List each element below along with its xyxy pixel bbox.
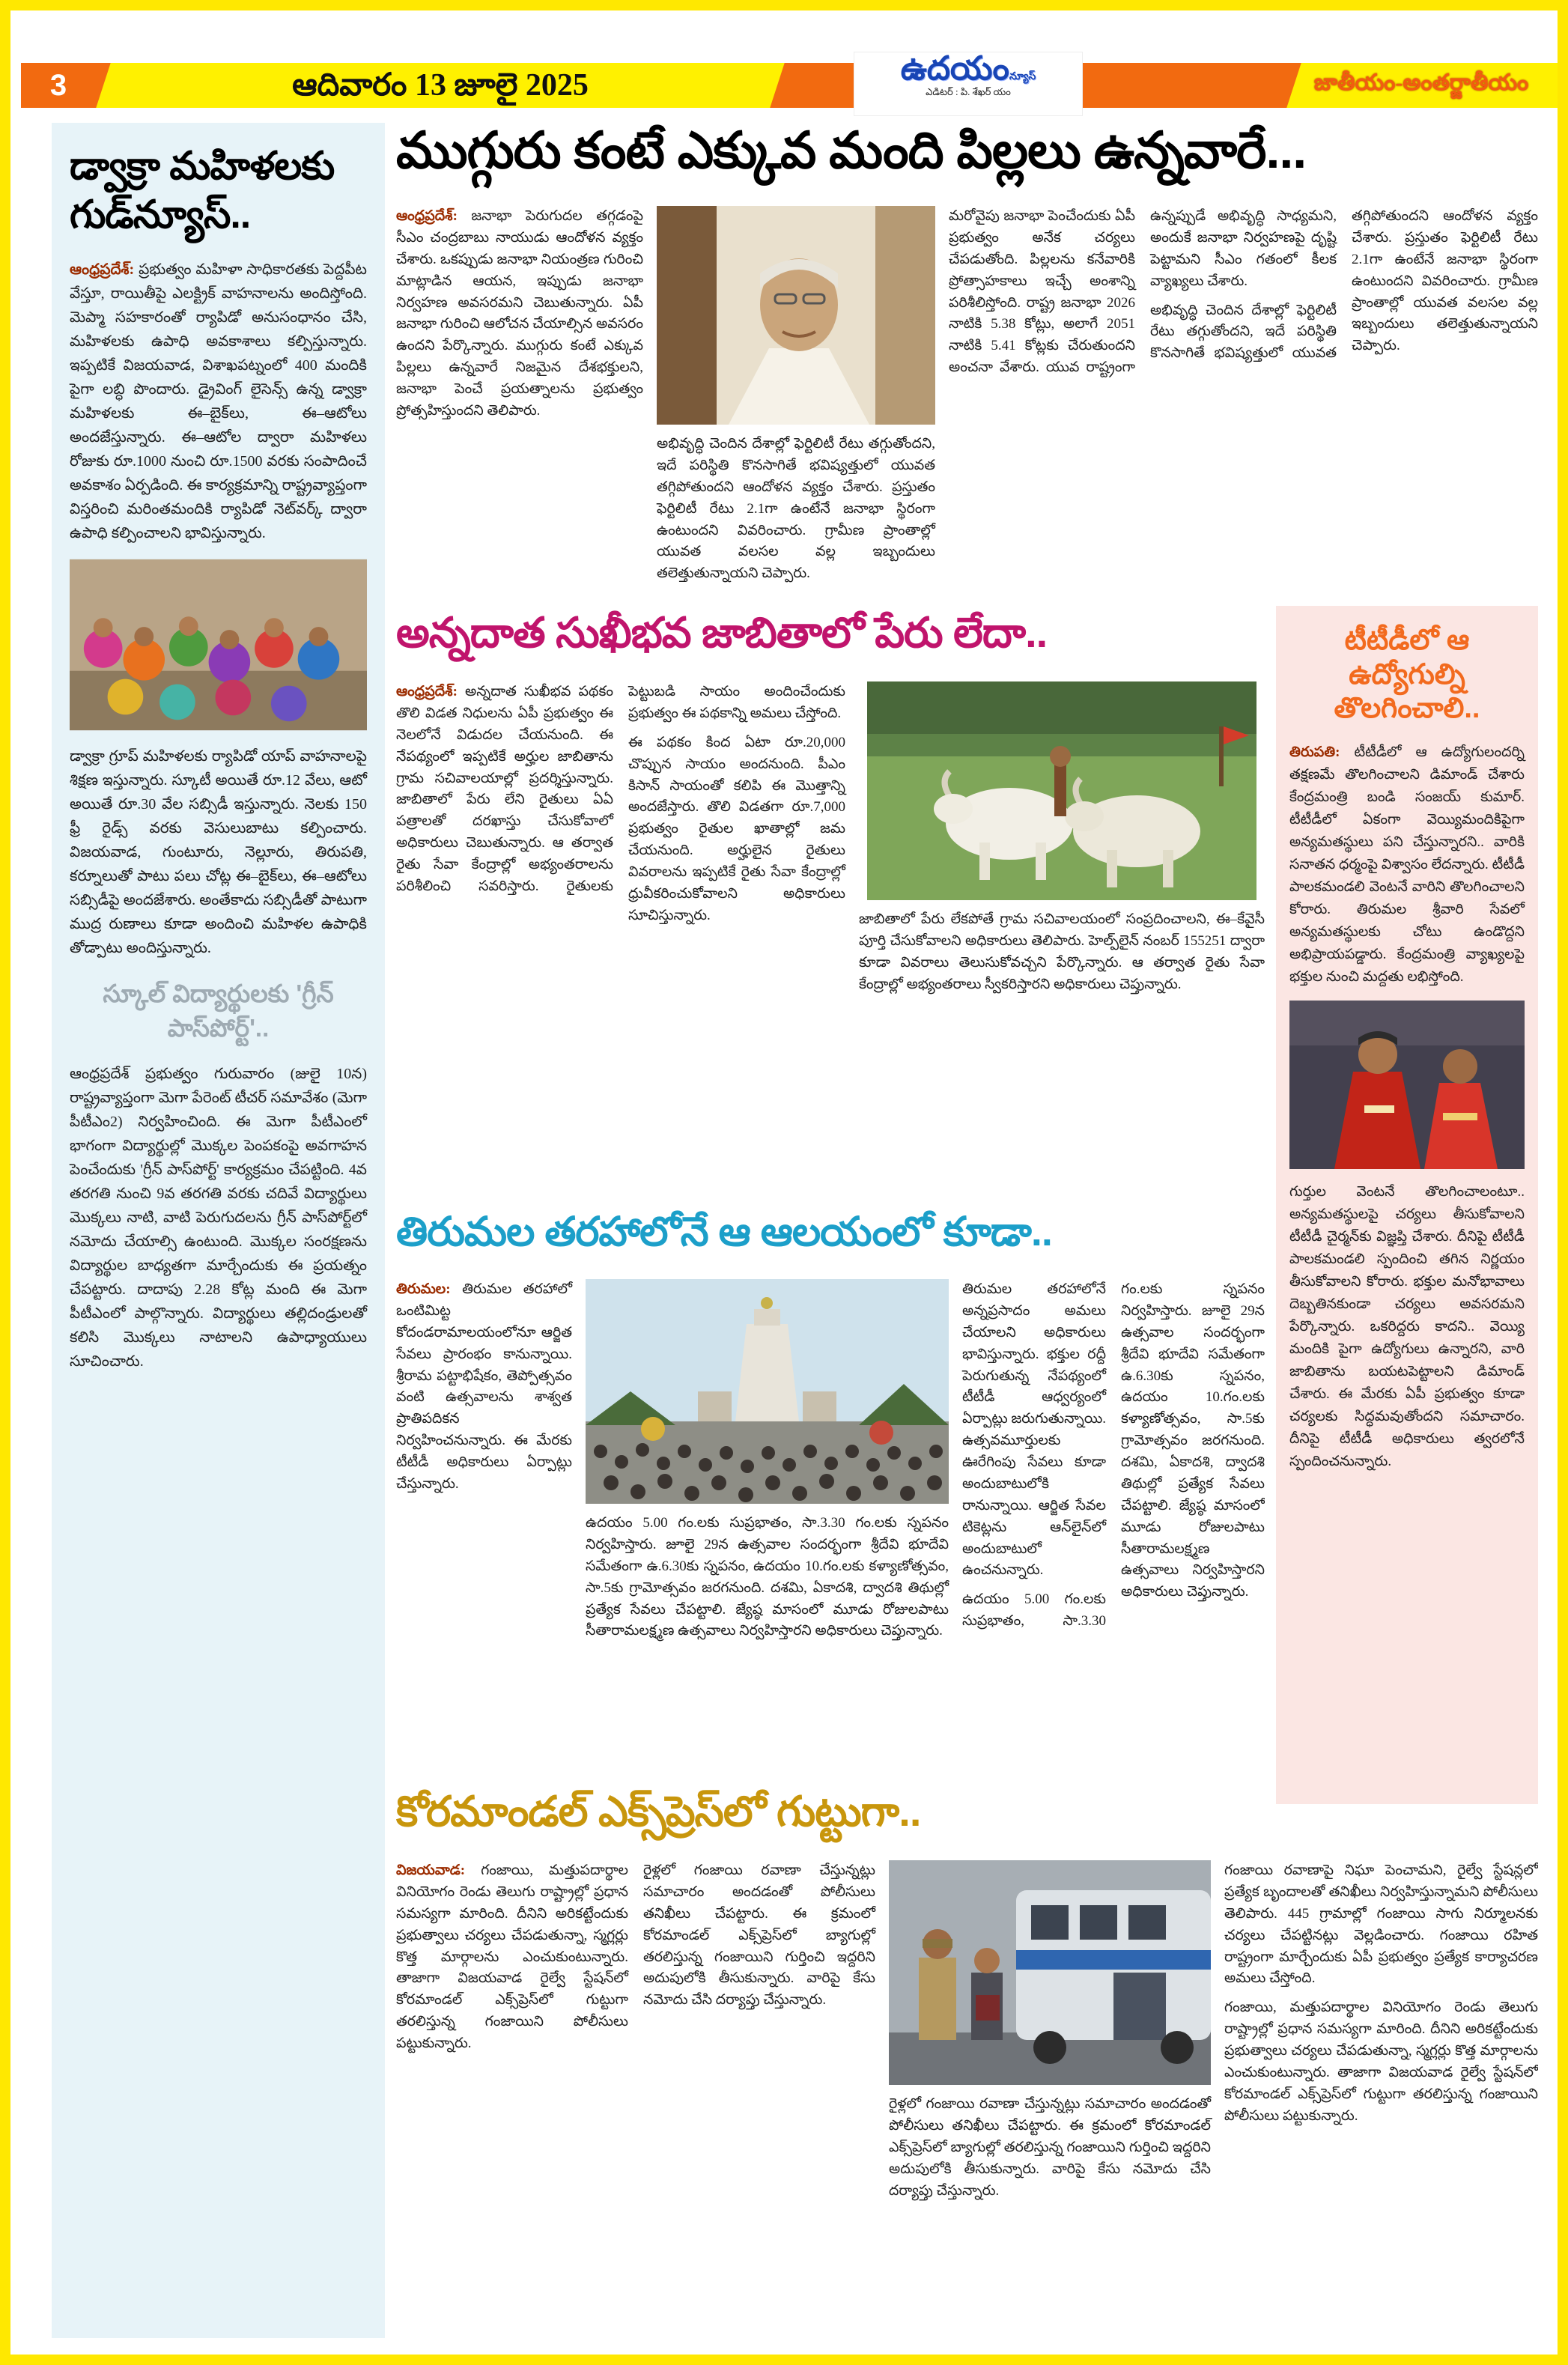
article-coromandel: [396, 1787, 1538, 2341]
article-headline: అన్నదాత సుఖీభవ జాబితాలో పేరు లేదా..: [396, 609, 1048, 656]
ganja-bus-photo: [889, 1860, 1211, 2085]
sidebar-headline: డ్వాక్రా మహిళలకు గుడ్‌న్యూస్..: [70, 145, 335, 237]
article-paragraph: మరోవైపు జనాభా పెంచేందుకు ఏపీ ప్రభుత్వం అనేక చర్యలు చేపడుతోంది. పిల్లలను కనేవారికి ప్రోత్సాహకాలు ఇచ్చే అంశాన్ని పరిశీలిస్తోంది. రాష్ట్ర జనాభా 2026 నాటికి 5.38 కోట్లు, అలాగే 2051 నాటికి 5.41 కోట్లకు చేరుతుందని అంచనా వేశారు. యువ రాష్ట్రంగా ఉన్నప్పుడే అభివృద్ధి సాధ్యమని, అందుకే జనాభా నిర్వహణపై దృష్టి పెట్టామని సీఎం గతంలో కీలక వ్యాఖ్యలు చేశారు.: [949, 208, 1337, 376]
article-paragraph: గంజాయి రవాణాపై నిఘా పెంచామని, రైల్వే స్టేషన్లలో ప్రత్యేక బృందాలతో తనిఖీలు నిర్వహిస్తున్నామని పోలీసులు తెలిపారు. 445 గ్రామాల్లో గంజాయి సాగు నిర్మూలనకు చర్యలు చేపట్టినట్లు వెల్లడించారు. గంజాయి రహిత రాష్ట్రంగా మార్చేందుకు ఏపీ ప్రభుత్వం ప్రత్యేక కార్యాచరణ అమలు చేస్తోంది.: [1224, 1862, 1538, 1987]
article-paragraph: అభివృద్ధి చెందిన దేశాల్లో ఫెర్టిలిటీ రేటు తగ్గుతోందని, ఇదే పరిస్థితి కొనసాగితే భవిష్యత్తులో యువత తగ్గిపోతుందని ఆందోళన వ్యక్తం చేశారు. ప్రస్తుతం ఫెర్టిలిటీ రేటు 2.1గా ఉంటేనే జనాభా స్థిరంగా ఉంటుందని వివరించారు. గ్రామీణ ప్రాంతాల్లో యువత వలసల వల్ల ఇబ్బందులు తలెత్తుతున్నాయని చెప్పారు.: [657, 436, 935, 582]
dateline: తిరుపతి:: [1289, 744, 1340, 760]
temple-crowd-photo: [586, 1279, 949, 1504]
newspaper-logo: [854, 52, 1082, 115]
article-paragraph: [396, 206, 643, 422]
logo-title: [854, 52, 1082, 85]
dateline: ఆంధ్రప్రదేశ్:: [70, 261, 135, 278]
article-paragraph: రైళ్లలో గంజాయి రవాణా చేస్తున్నట్లు సమాచారం అందడంతో పోలీసులు తనిఖీలు చేపట్టారు. ఈ క్రమంలో కోరమాండల్ ఎక్స్‌ప్రెస్‌లో బ్యాగుల్లో తరలిస్తున్న గంజాయిని గుర్తించి ఇద్దరిని అదుపులోకి తీసుకున్నారు. వారిపై కేసు నమోదు చేసి దర్యాప్తు చేస్తున్నారు.: [889, 2096, 1211, 2199]
chandrababu-photo: [657, 206, 935, 425]
article-paragraph: ఈ పథకం కింద ఏటా రూ.20,000 చొప్పున సాయం అందనుంది. పీఎం కిసాన్ సాయంతో కలిపి ఈ మొత్తాన్ని అందజేస్తారు. తొలి విడతగా రూ.7,000 ప్రభుత్వం రైతుల ఖాతాల్లో జమ చేయనుంది. అర్హులైన రైతులు వివరాలను ఇప్పటికే రైతు సేవా కేంద్రాల్లో ధ్రువీకరించుకోవాలని అధికారులు సూచిస్తున్నారు.: [628, 734, 845, 923]
article-annadata: [396, 608, 1265, 1203]
dateline: ఆంధ్రప్రదేశ్:: [396, 208, 458, 224]
paragraph-text: టీటీడీలో ఆ ఉద్యోగులందర్ని తక్షణమే తొలగించాలని డిమాండ్ చేశారు కేంద్రమంత్రి బండి సంజయ్ కుమార్. టీటీడీలో ఏకంగా వెయ్యిమందికిపైగా అన్యమతస్థులు పని చేస్తున్నారని.. వారికి సనాతన ధర్మంపై విశ్వాసం లేదన్నారు. టీటీడీ పాలకమండలి వెంటనే వారిని తొలగించాలని కోరారు. తిరుమల శ్రీవారి సేవలో అన్యమతస్థులకు చోటు ఉండొద్దని అభిప్రాయపడ్డారు. కేంద్రమంత్రి వ్యాఖ్యలపై భక్తుల నుంచి మద్దతు లభిస్తోంది.: [1289, 744, 1525, 985]
paragraph-text: తిరుమల తరహాలో ఒంటిమిట్ట కోదండరామాలయంలోనూ ఆర్జిత సేవలు ప్రారంభం కానున్నాయి. శ్రీరామ పట్టాభిషేకం, తెప్పోత్సవం వంటి ఉత్సవాలను శాశ్వత ప్రాతిపదికన నిర్వహించనున్నారు. ఈ మేరకు టీటీడీ అధికారులు ఏర్పాట్లు చేస్తున్నారు.: [396, 1281, 573, 1492]
article-paragraph: ఆంధ్రప్రదేశ్ ప్రభుత్వం గురువారం (జులై 10న) రాష్ట్రవ్యాప్తంగా మెగా పేరెంట్ టీచర్ సమావేశం (మెగా పీటీఎం2) నిర్వహించింది. ఈ మెగా పీటీఎంలో భాగంగా విద్యార్థుల్లో మొక్కల పెంపకంపై అవగాహన పెంచేందుకు 'గ్రీన్ పాస్‌పోర్ట్' కార్యక్రమం చేపట్టింది. 4వ తరగతి నుంచి 9వ తరగతి వరకు చదివే విద్యార్థులు మొక్కలు నాటి, వాటి పెరుగుదలను గ్రీన్ పాస్‌పోర్ట్‌లో నమోదు చేయాల్సి ఉంటుంది. మొక్కల సంరక్షణను విద్యార్థుల బాధ్యతగా మార్చేందుకు ఈ ప్రయత్నం చేపట్టారు. దాదాపు 2.28 కోట్ల మంది ఈ మెగా పీటీఎంలో పాల్గొన్నారు. విద్యార్థులు తల్లిదండ్రులతో కలిసి మొక్కలు నాటాలని ఉపాధ్యాయులు సూచించారు.: [70, 1066, 367, 1370]
editor-line: ఎడిటర్ : పి. శేఖర్ యం: [926, 86, 1011, 97]
article-paragraph: డ్వాక్రా గ్రూప్ మహిళలకు ర్యాపిడో యాప్ వాహనాలపై శిక్షణ ఇస్తున్నారు. స్కూటీ అయితే రూ.12 వేలు, ఆటో అయితే రూ.30 వేల సబ్సిడీ ఇస్తున్నారు. నెలకు 150 ఫ్రీ రైడ్స్ వరకు వెసులుబాటు కల్పించారు. విజయవాడ, గుంటూరు, నెల్లూరు, తిరుపతి, కర్నూలుతో పాటు పలు చోట్ల ఈ–బైక్‌లు, ఈ–ఆటోలు సబ్సిడీపై అందజేశారు. అంతేకాదు సబ్సిడీతో పాటుగా ముద్ర రుణాలు కూడా అందించి మహిళల ఉపాధికి తోడ్పాటు అందిస్తున్నారు.: [70, 748, 367, 956]
article-temple: [396, 1209, 1265, 1779]
logo-title-suffix: న్యూస్: [1009, 70, 1036, 82]
article-paragraph: [396, 1860, 628, 2055]
article-paragraph: అభివృద్ధి చెందిన దేశాల్లో ఫెర్టిలిటీ రేటు తగ్గుతోందని, ఇదే పరిస్థితి కొనసాగితే భవిష్యత్తులో యువత తగ్గిపోతుందని ఆందోళన వ్యక్తం చేశారు. ప్రస్తుతం ఫెర్టిలిటీ రేటు 2.1గా ఉంటేనే జనాభా స్థిరంగా ఉంటుందని వివరించారు. గ్రామీణ ప్రాంతాల్లో యువత వలసల వల్ల ఇబ్బందులు తలెత్తుతున్నాయని చెప్పారు.: [1150, 208, 1538, 362]
farmer-oxen-photo: [859, 681, 1265, 900]
article-headline: ముగ్గురు కంటే ఎక్కువ మంది పిల్లలు ఉన్నవారే...: [396, 122, 1307, 179]
article-paragraph: [1289, 741, 1525, 989]
article-paragraph: జాబితాలో పేరు లేకపోతే గ్రామ సచివాలయంలో సంప్రదించాలని, ఈ–కేవైసీ పూర్తి చేసుకోవాలని అధికారులు తెలిపారు. హెల్ప్‌లైన్ నంబర్ 155251 ద్వారా కూడా వివరాలు తెలుసుకోవచ్చని పేర్కొన్నారు. ఆ తర్వాత రైతు సేవా కేంద్రాల్లో అభ్యంతరాలు స్వీకరిస్తారని అధికారులు చెప్తున్నారు.: [859, 911, 1265, 992]
dateline: తిరుమల:: [396, 1281, 451, 1297]
sidebar-subheadline: స్కూల్ విద్యార్థులకు 'గ్రీన్ పాస్‌పోర్ట్'..: [103, 980, 334, 1042]
masthead-bar: [21, 50, 1568, 108]
section-label: జాతీయం-అంతర్జాతీయం: [1313, 70, 1529, 95]
article-paragraph: తిరుమల తరహాలోనే అన్నప్రసాదం అమలు చేయాలని అధికారులు భావిస్తున్నారు. భక్తుల రద్దీ పెరుగుతున్న నేపథ్యంలో టీటీడీ ఆధ్వర్యంలో ఏర్పాట్లు జరుగుతున్నాయి. ఉత్సవమూర్తులకు ఊరేగింపు సేవలు కూడా అందుబాటులోకి రానున్నాయి. ఆర్జిత సేవల టికెట్లను ఆన్‌లైన్‌లో అందుబాటులో ఉంచనున్నారు.: [962, 1281, 1107, 1579]
article-paragraph: ఉదయం 5.00 గం.లకు సుప్రభాతం, సా.3.30 గం.లకు స్నపనం నిర్వహిస్తారు. జూలై 29న ఉత్సవాల సందర్భంగా శ్రీదేవి భూదేవి సమేతంగా ఉ.6.30కు స్నపనం, ఉదయం 10.గం.లకు కళ్యాణోత్సవం, సా.5కు గ్రామోత్సవం జరగనుంది. దశమి, ఏకాదశి, ద్వాదశి తిథుల్లో ప్రత్యేక సేవలు చేపట్టాలి. జ్యేష్ఠ మాసంలో మూడు రోజులపాటు సీతారామలక్ష్మణ ఉత్సవాలు నిర్వహిస్తారని అధికారులు చెప్తున్నారు.: [586, 1515, 949, 1639]
paragraph-text: జనాభా పెరుగుదల తగ్గడంపై సీఎం చంద్రబాబు నాయుడు ఆందోళన వ్యక్తం చేశారు. ఒకప్పుడు జనాభా నియంత్రణ గురించి మాట్లాడిన ఆయన, ఇప్పుడు జనాభా నిర్వహణ అవసరమని చెబుతున్నారు. ఏపీ జనాభా గురించి ఆలోచన చేయాల్సిన అవసరం ఉందని పేర్కొన్నారు. ముగ్గురు కంటే ఎక్కువ పిల్లలు ఉన్నవారే నిజమైన దేశభక్తులని, జనాభా పెంచే ప్రయత్నాలను ప్రభుత్వం ప్రోత్సహిస్తుందని తెలిపారు.: [396, 208, 643, 419]
edition-date: ఆదివారం 13 జూలై 2025: [292, 68, 589, 103]
logo-title-text: ఉదయం: [900, 50, 1009, 87]
paragraph-text: అన్నదాత సుఖీభవ పథకం తొలి విడత నిధులను ఏపీ ప్రభుత్వం ఈ నెలలోనే విడుదల చేయనుంది. ఈ నేపథ్యంలో ఇప్పటికే అర్హుల జాబితాను గ్రామ సచివాలయాల్లో ప్రదర్శిస్తున్నారు. జాబితాలో పేరు లేని రైతులు ఏఏ పత్రాలతో దరఖాస్తు చేసుకోవాలో అధికారులు చెబుతున్నారు. ఆ తర్వాత రైతు సేవా కేంద్రాల్లో అభ్యంతరాలను పరిశీలించి సవరిస్తారు. రైతులకు పెట్టుబడి సాయం అందించేందుకు ప్రభుత్వం ఈ పథకాన్ని అమలు చేస్తోంది.: [396, 684, 845, 894]
article-headline: తిరుమల తరహాలోనే ఆ ఆలయంలో కూడా..: [396, 1209, 1052, 1254]
article-paragraph: [396, 1279, 572, 1496]
article-paragraph: రైళ్లలో గంజాయి రవాణా చేస్తున్నట్లు సమాచారం అందడంతో పోలీసులు తనిఖీలు చేపట్టారు. ఈ క్రమంలో కోరమాండల్ ఎక్స్‌ప్రెస్‌లో బ్యాగుల్లో తరలిస్తున్న గంజాయిని గుర్తించి ఇద్దరిని అదుపులోకి తీసుకున్నారు. వారిపై కేసు నమోదు చేసి దర్యాప్తు చేస్తున్నారు.: [643, 1862, 875, 2009]
article-headline: టీటీడీలో ఆ ఉద్యోగుల్ని తొలగించాలి..: [1334, 625, 1480, 725]
paragraph-text: ప్రభుత్వం మహిళా సాధికారతకు పెద్దపీట వేస్తూ, రాయితీపై ఎలక్ట్రిక్ వాహనాలను అందిస్తోంది. మెప్మా సహకారంతో ర్యాపిడో అనుసంధానం చేసి, మహిళలకు ఉపాధి అవకాశాలు కల్పిస్తున్నారు. ఇప్పటికే విజయవాడ, విశాఖపట్నంలో 400 మందికి పైగా లబ్ధి పొందారు. డ్రైవింగ్ లైసెన్స్ ఉన్న డ్వాక్రా మహిళలకు ఈ–బైక్‌లు, ఈ–ఆటోలు అందజేస్తున్నారు. ఈ–ఆటోల ద్వారా మహిళలు రోజుకు రూ.1000 నుంచి రూ.1500 వరకు సంపాదించే అవకాశం ఏర్పడింది. ఈ కార్యక్రమాన్ని రాష్ట్రవ్యాప్తంగా విస్తరించి మరింతమందికి ర్యాపిడో నెట్‌వర్క్ ద్వారా ఉపాధి కల్పించాలని భావిస్తున్నారు.: [70, 261, 367, 541]
dwcra-women-photo: [70, 559, 367, 731]
article-paragraph: గంజాయి, మత్తుపదార్థాల వినియోగం రెండు తెలుగు రాష్ట్రాల్లో ప్రధాన సమస్యగా మారింది. దీనిని అరికట్టేందుకు ప్రభుత్వాలు చర్యలు చేపడుతున్నా, స్మగ్లర్లు కొత్త మార్గాలను ఎంచుకుంటున్నారు. తాజాగా విజయవాడ రైల్వే స్టేషన్‌లో కోరమాండల్ ఎక్స్‌ప్రెస్‌లో గుట్టుగా తరలిస్తున్న గంజాయిని పోలీసులు పట్టుకున్నారు.: [1224, 2000, 1538, 2124]
ttd-leaders-photo: [1289, 1001, 1525, 1169]
article-headline: కోరమాండల్ ఎక్స్‌ప్రెస్‌లో గుట్టుగా..: [396, 1788, 921, 1835]
article-ttd: [1276, 606, 1538, 1804]
dateline: విజయవాడ:: [396, 1862, 466, 1878]
paragraph-text: గంజాయి, మత్తుపదార్థాల వినియోగం రెండు తెలుగు రాష్ట్రాల్లో ప్రధాన సమస్యగా మారింది. దీనిని అరికట్టేందుకు ప్రభుత్వాలు చర్యలు చేపడుతున్నా, స్మగ్లర్లు కొత్త మార్గాలను ఎంచుకుంటున్నారు. తాజాగా విజయవాడ రైల్వే స్టేషన్‌లో కోరమాండల్ ఎక్స్‌ప్రెస్‌లో గుట్టుగా తరలిస్తున్న గంజాయిని పోలీసులు పట్టుకున్నారు.: [396, 1862, 628, 2051]
dateline: ఆంధ్రప్రదేశ్:: [396, 684, 458, 699]
sidebar-article-dwcra: [52, 123, 385, 2338]
article-paragraph: [70, 258, 367, 545]
article-paragraph: గుర్తుల వెంటనే తొలగించాలంటూ.. అన్యమతస్థులపై చర్యలు తీసుకోవాలని టీటీడీ చైర్మన్‌కు విజ్ఞప్తి చేశారు. దీనిపై టీటీడీ పాలకమండలి స్పందించి తగిన నిర్ణయం తీసుకోవాలని కోరారు. భక్తుల మనోభావాలు దెబ్బతినకుండా చర్యలు అవసరమని పేర్కొన్నారు. ఒకరిద్దరు కాదని.. వెయ్యి మందికి పైగా ఉద్యోగులు ఉన్నారని, వారి జాబితాను బయటపెట్టాలని డిమాండ్ చేశారు. ఈ మేరకు ఏపీ ప్రభుత్వం కూడా చర్యలకు సిద్ధమవుతోందని సమాచారం. దీనిపై టీటీడీ అధికారులు త్వరలోనే స్పందించనున్నారు.: [1289, 1183, 1525, 1470]
page-number: 3: [49, 69, 67, 102]
article-population: [396, 121, 1538, 604]
article-paragraph: ఉదయం 5.00 గం.లకు సుప్రభాతం, సా.3.30 గం.లకు స్నపనం నిర్వహిస్తారు. జూలై 29న ఉత్సవాల సందర్భంగా శ్రీదేవి భూదేవి సమేతంగా ఉ.6.30కు స్నపనం, ఉదయం 10.గం.లకు కళ్యాణోత్సవం, సా.5కు గ్రామోత్సవం జరగనుంది. దశమి, ఏకాదశి, ద్వాదశి తిథుల్లో ప్రత్యేక సేవలు చేపట్టాలి. జ్యేష్ఠ మాసంలో మూడు రోజులపాటు సీతారామలక్ష్మణ ఉత్సవాలు నిర్వహిస్తారని అధికారులు చెప్తున్నారు.: [962, 1281, 1265, 1630]
